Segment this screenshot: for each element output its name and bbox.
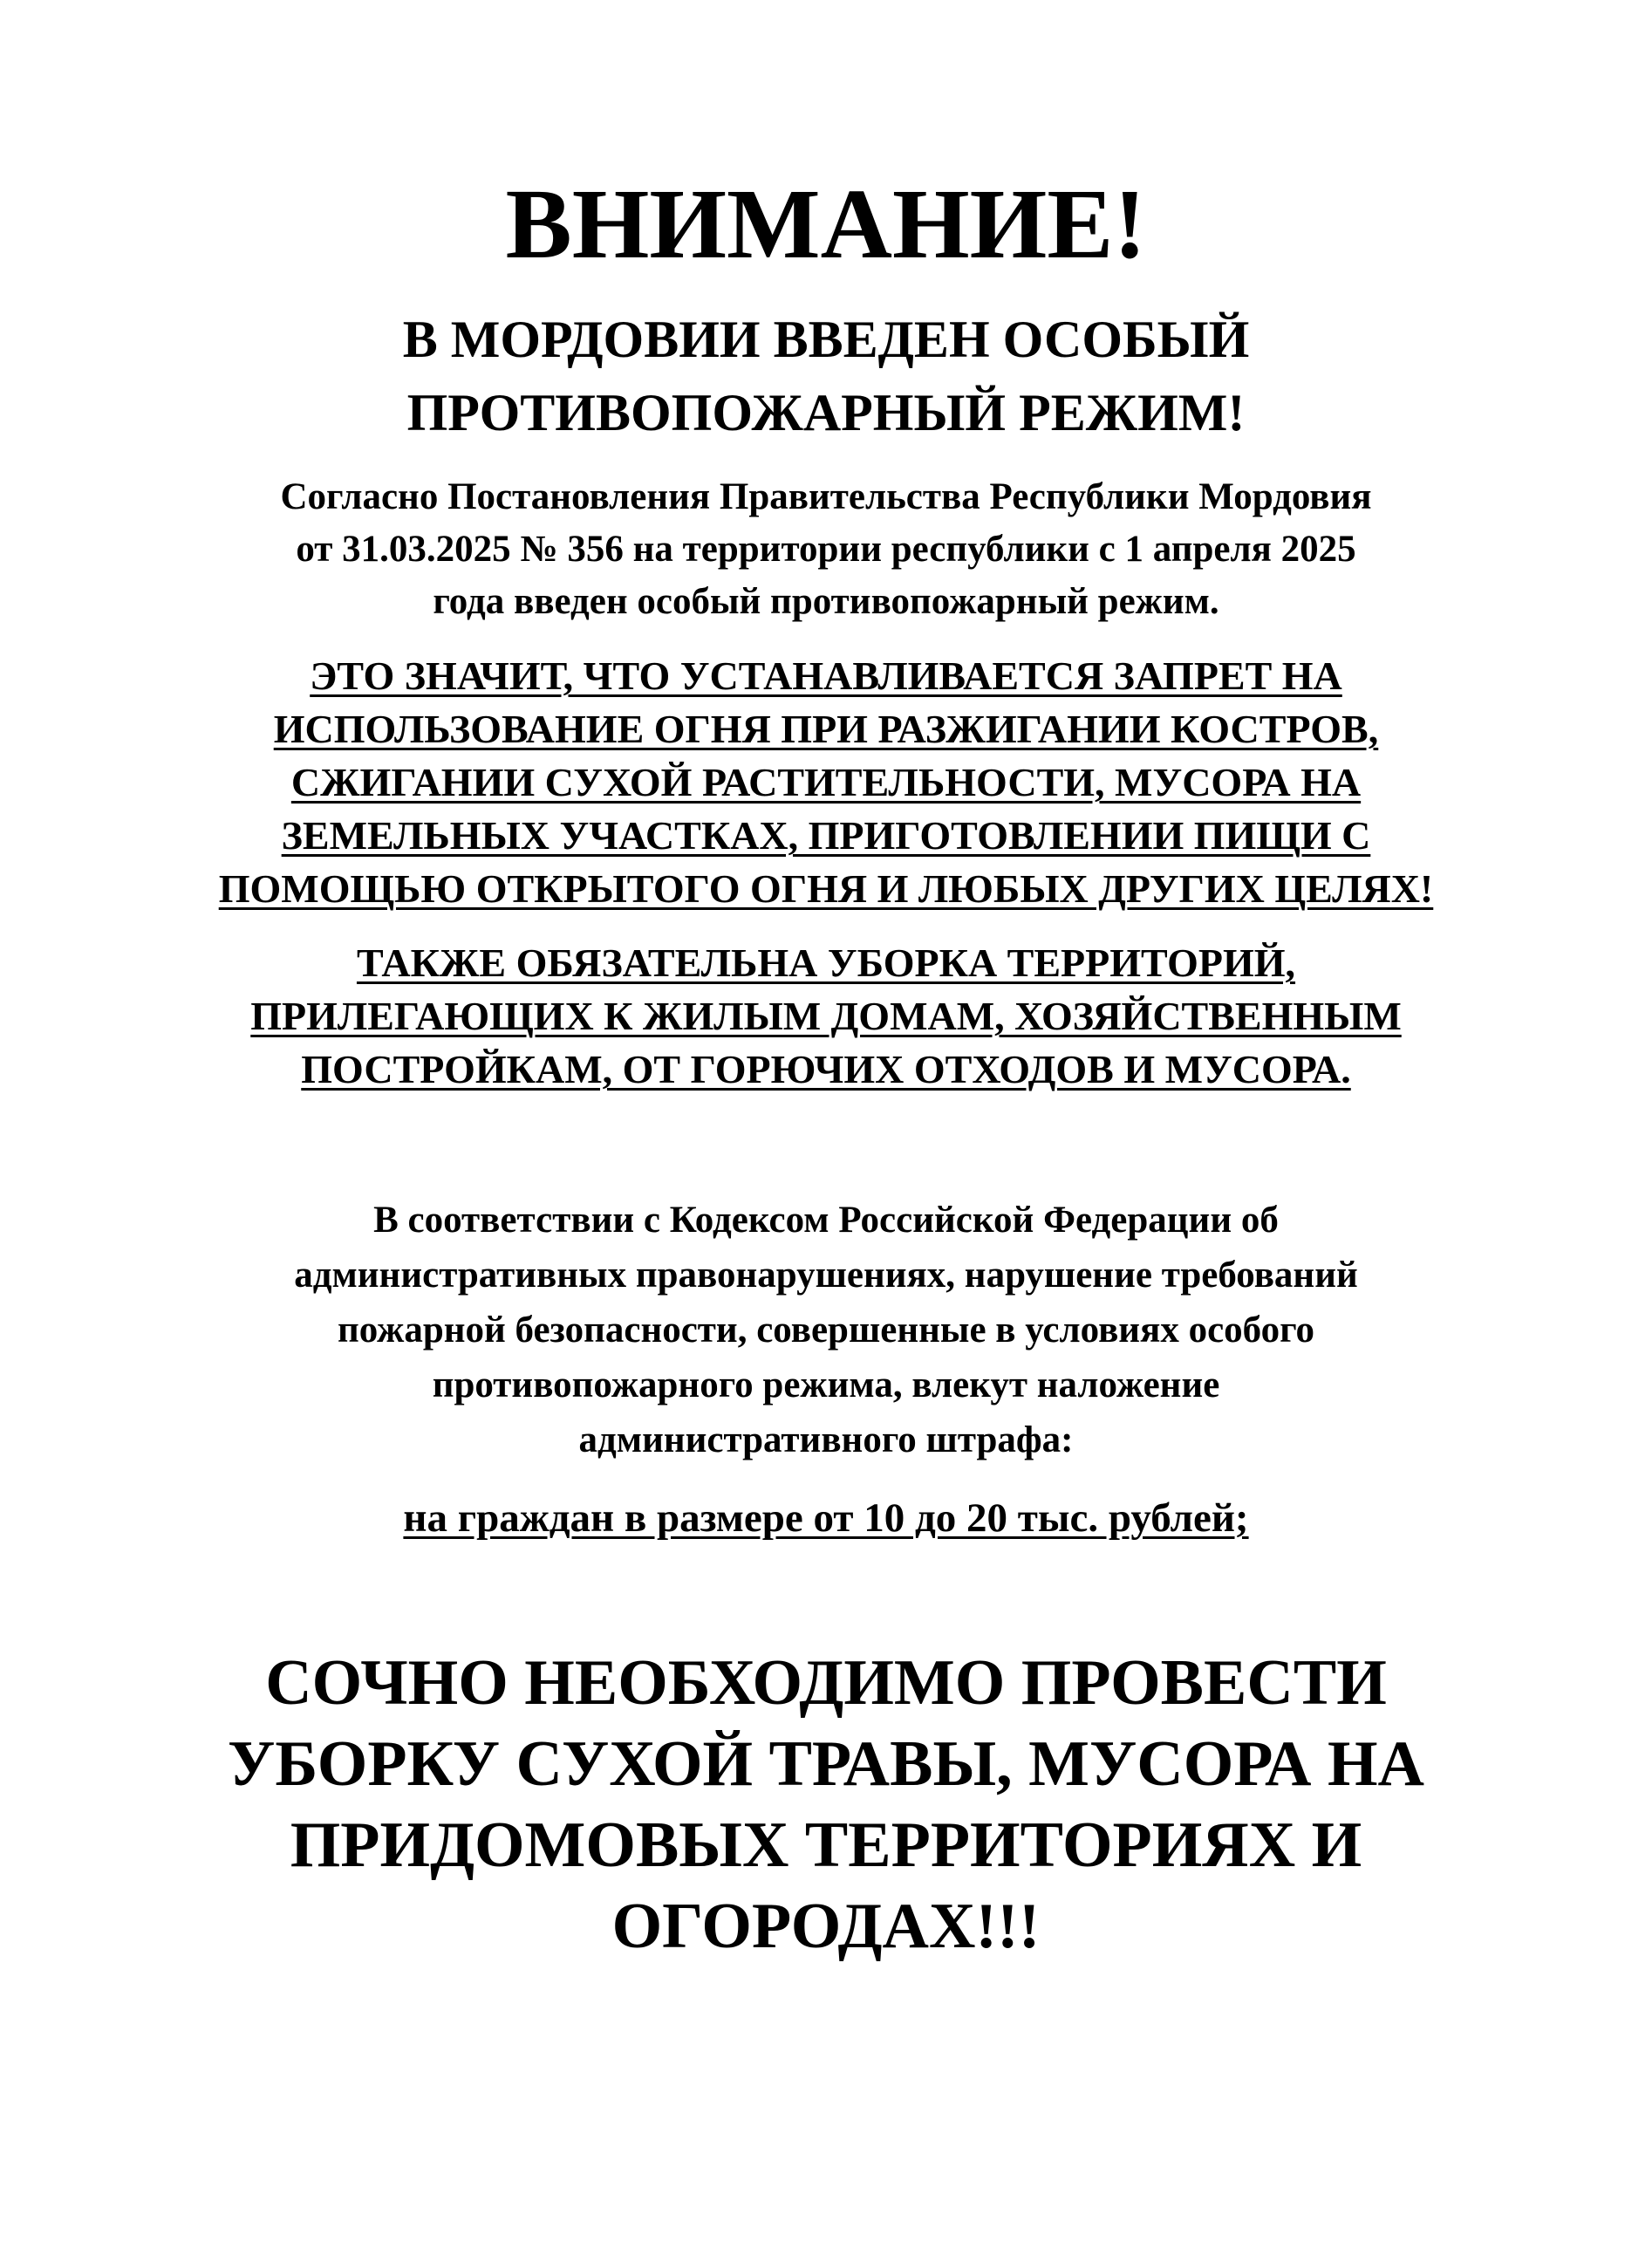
cta-line-1: СОЧНО НЕОБХОДИМО ПРОВЕСТИ	[265, 1647, 1387, 1719]
law-line-5: административного штрафа:	[578, 1419, 1074, 1460]
ban-line-2: ИСПОЛЬЗОВАНИЕ ОГНЯ ПРИ РАЗЖИГАНИИ КОСТРОВ,	[273, 707, 1379, 751]
fine-amount: на граждан в размере от 10 до 20 тыс. рублей;	[403, 1495, 1249, 1541]
cta-line-4: ОГОРОДАХ!!!	[611, 1891, 1041, 1962]
cleanup-line-3: ПОСТРОЙКАМ, ОТ ГОРЮЧИХ ОТХОДОВ И МУСОРА.	[301, 1047, 1351, 1091]
ban-line-3: СЖИГАНИИ СУХОЙ РАСТИТЕЛЬНОСТИ, МУСОРА НА	[290, 760, 1362, 804]
ban-line-1: ЭТО ЗНАЧИТ, ЧТО УСТАНАВЛИВАЕТСЯ ЗАПРЕТ НА	[310, 653, 1342, 698]
law-line-2: административных правонарушениях, нарушение требований	[294, 1255, 1358, 1296]
headline-line-2: ПРОТИВОПОЖАРНЫЙ РЕЖИМ!	[406, 384, 1246, 441]
cleanup-line-1: ТАКЖЕ ОБЯЗАТЕЛЬНА УБОРКА ТЕРРИТОРИЙ,	[356, 940, 1296, 985]
notice-title: ВНИМАНИЕ!	[505, 168, 1147, 279]
law-line-1: В соответствии с Кодексом Российской Федерации об	[373, 1200, 1279, 1241]
cleanup-line-2: ПРИЛЕГАЮЩИХ К ЖИЛЫМ ДОМАМ, ХОЗЯЙСТВЕННЫМ	[250, 994, 1402, 1038]
ban-line-5: ПОМОЩЬЮ ОТКРЫТОГО ОГНЯ И ЛЮБЫХ ДРУГИХ ЦЕЛЯХ!	[218, 866, 1434, 911]
cta-line-3: ПРИДОМОВЫХ ТЕРРИТОРИЯХ И	[290, 1809, 1362, 1881]
intro-line-2: от 31.03.2025 № 356 на территории республики с 1 апреля 2025	[296, 529, 1356, 570]
intro-line-3: года введен особый противопожарный режим.	[433, 581, 1219, 622]
headline-line-1: В МОРДОВИИ ВВЕДЕН ОСОБЫЙ	[402, 311, 1250, 368]
law-line-3: пожарной безопасности, совершенные в условиях особого	[337, 1310, 1315, 1351]
ban-line-4: ЗЕМЕЛЬНЫХ УЧАСТКАХ, ПРИГОТОВЛЕНИИ ПИЩИ С	[281, 813, 1371, 858]
law-line-4: противопожарного режима, влекут наложение	[432, 1364, 1220, 1405]
intro-line-1: Согласно Постановления Правительства Республики Мордовия	[280, 476, 1372, 517]
cta-line-2: УБОРКУ СУХОЙ ТРАВЫ, МУСОРА НА	[228, 1728, 1424, 1800]
